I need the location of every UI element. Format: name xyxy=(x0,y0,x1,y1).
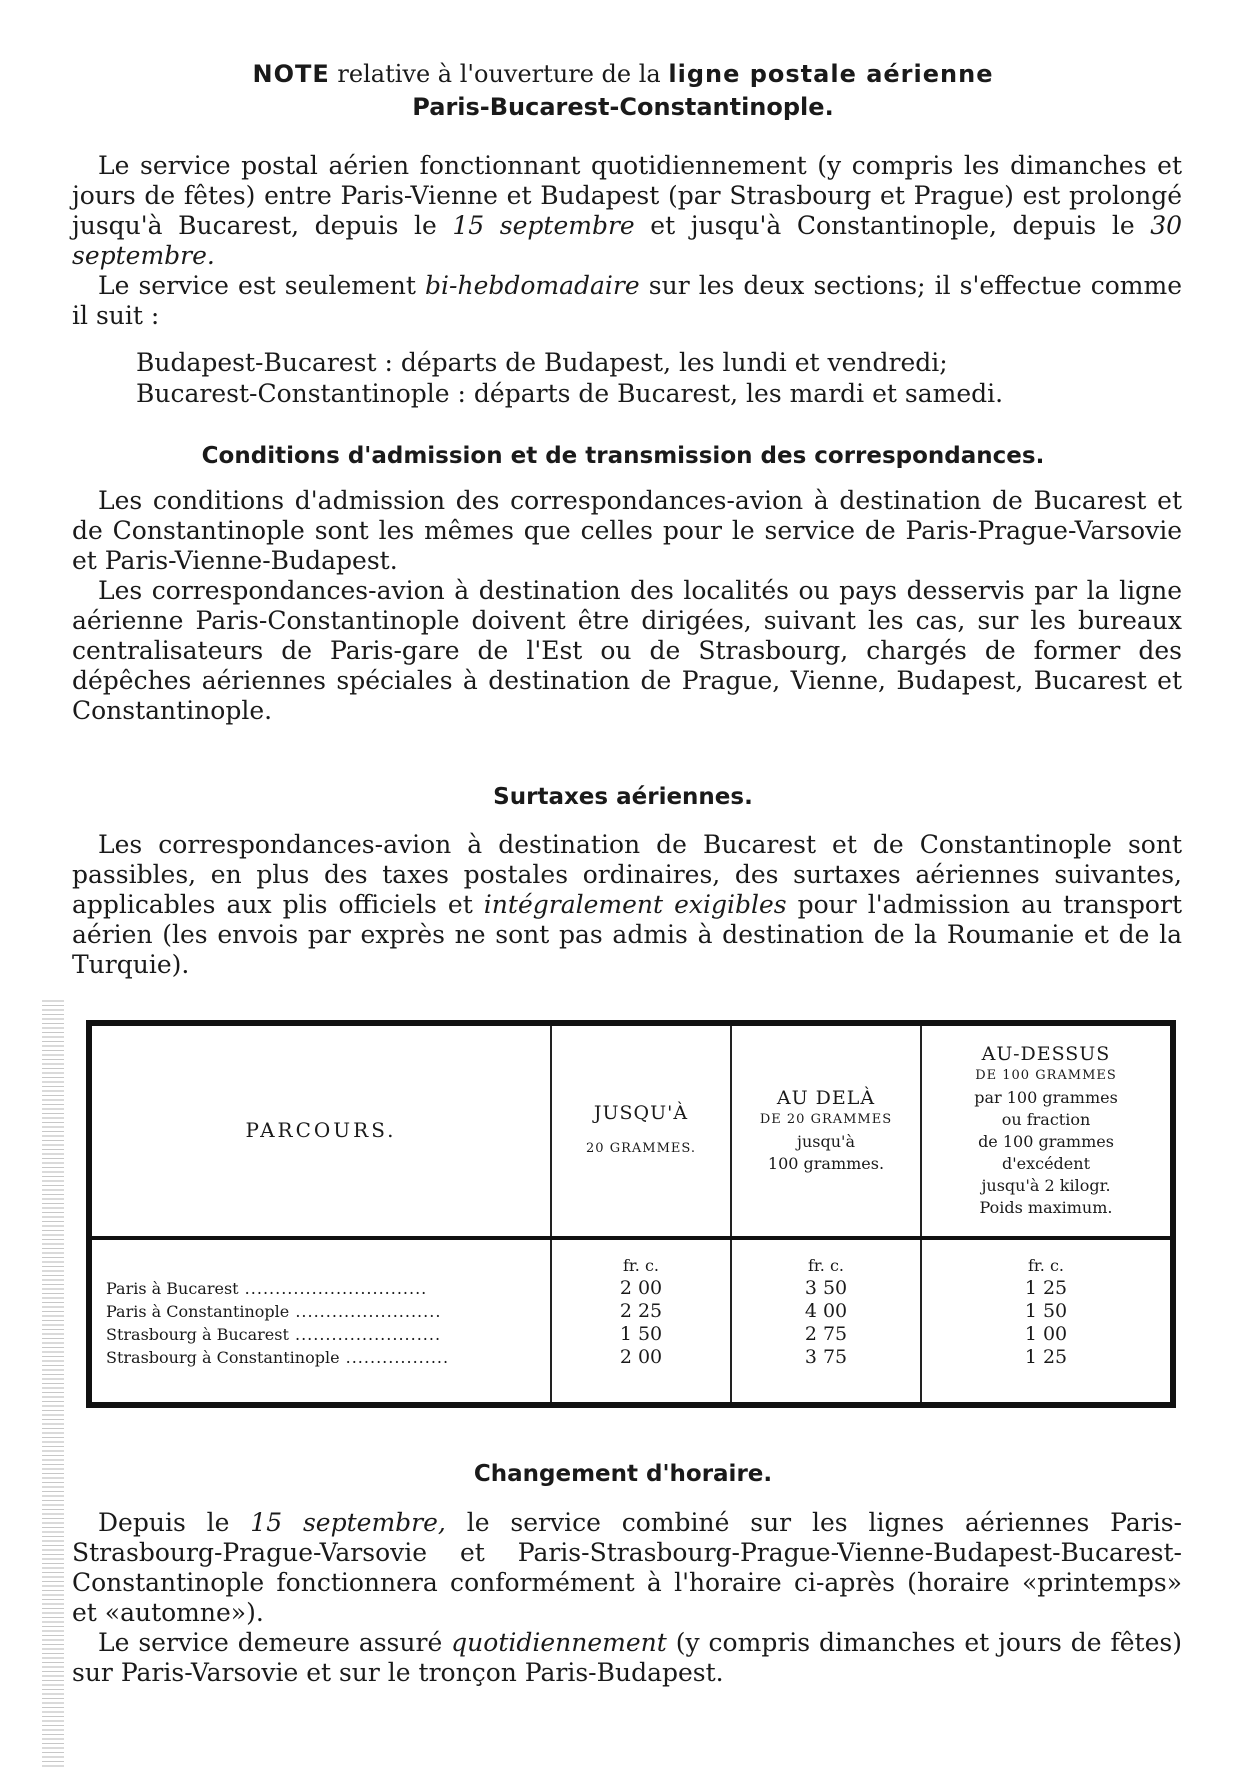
horaire-paragraph-1: Depuis le 15 septembre, le service combiné sur les lignes aériennes Paris-Strasbourg-Prague-Varsovie et Paris-Strasbourg-Prague-Vienne-Budapest-Bucarest-Constantinople fonctionnera conformément à l'horaire ci-après (horaire «printemps» et «automne»). xyxy=(72,1508,1182,1627)
route-name: Paris à Bucarest .............................. xyxy=(106,1279,428,1298)
conditions-heading: Conditions d'admission et de transmission des correspondances. xyxy=(201,443,1045,469)
conditions-paragraph-2: Les correspondances-avion à destination des localités ou pays desservis par la ligne aérienne Paris-Constantinople doivent être dirigées, suivant les cas, sur les bureaux centralisateurs de Paris-gare de l'Est ou de Strasbourg, chargés de former des dépêches aériennes spéciales à destination de Prague, Vienne, Budapest, Bucarest et Constantinople. xyxy=(72,576,1182,725)
routes-cell xyxy=(92,1238,551,1402)
values-jusqu-a-20g: fr. c. 2 00 2 25 1 50 2 00 xyxy=(551,1238,731,1402)
conditions-section xyxy=(72,486,1182,726)
header-au-dela-20g: AU DELÀ DE 20 GRAMMES jusqu'à 100 grammes. xyxy=(731,1026,921,1238)
note-title-bold: ligne postale aérienne xyxy=(668,60,994,88)
horaire-section xyxy=(72,1508,1182,1688)
note-title-line1 xyxy=(0,60,1246,88)
intro-paragraph-1: Le service postal aérien fonctionnant quotidiennement (y compris les dimanches et jours de fêtes) entre Paris-Vienne et Budapest (par Strasbourg et Prague) est prolongé jusqu'à Bucarest, depuis le 15 septembre et jusqu'à Constantinople, depuis le 30 septembre. xyxy=(72,151,1183,270)
schedule-list xyxy=(136,347,1003,409)
date-15-septembre: 15 septembre xyxy=(452,211,635,240)
header-au-dessus-100g: AU-DESSUS DE 100 GRAMMES par 100 grammes ou fraction de 100 grammes d'excédent jusqu'à 2 kilogr. Poids maximum. xyxy=(921,1026,1170,1238)
surtaxes-table xyxy=(86,1020,1176,1408)
table-header-row xyxy=(92,1026,1170,1238)
surtaxes-paragraph: Les correspondances-avion à destination de Bucarest et de Constantinople sont passibles, en plus des taxes postales ordinaires, des surtaxes aériennes suivantes, applicables aux plis officiels et intégralement exigibles pour l'admission au transport aérien (les envois par exprès ne sont pas admis à destination de la Roumanie et de la Turquie). xyxy=(72,830,1182,979)
conditions-paragraph-1: Les conditions d'admission des correspondances-avion à destination de Bucarest et de Constantinople sont les mêmes que celles pour le service de Paris-Prague-Varsovie et Paris-Vienne-Budapest. xyxy=(72,486,1182,575)
surtaxes-heading: Surtaxes aériennes. xyxy=(493,784,753,810)
scan-edge-artifact xyxy=(42,1000,64,1770)
surtaxes-section xyxy=(72,830,1182,980)
values-au-dessus-100g: fr. c. 1 25 1 50 1 00 1 25 xyxy=(921,1238,1170,1402)
header-parcours: PARCOURS. xyxy=(245,1118,397,1142)
note-title-line2: Paris-Bucarest-Constantinople. xyxy=(412,93,834,121)
values-au-dela-20g: fr. c. 3 50 4 00 2 75 3 75 xyxy=(731,1238,921,1402)
intro-section xyxy=(72,151,1182,331)
horaire-paragraph-2: Le service demeure assuré quotidiennement (y compris dimanches et jours de fêtes) sur Paris-Varsovie et sur le tronçon Paris-Budapest. xyxy=(72,1628,1182,1687)
route-name: Strasbourg à Constantinople ................. xyxy=(106,1348,450,1367)
note-word: NOTE xyxy=(252,60,330,88)
table-body-row xyxy=(92,1238,1170,1402)
schedule-item: Budapest-Bucarest : départs de Budapest, les lundi et vendredi; xyxy=(136,348,948,377)
horaire-heading: Changement d'horaire. xyxy=(473,1461,773,1487)
header-jusqu-a-20g: JUSQU'À 20 GRAMMES. xyxy=(551,1026,731,1238)
note-title-text: relative à l'ouverture de la xyxy=(337,60,661,88)
schedule-item: Bucarest-Constantinople : départs de Bucarest, les mardi et samedi. xyxy=(136,379,1004,408)
intro-paragraph-2: Le service est seulement bi-hebdomadaire sur les deux sections; il s'effectue comme il suit : xyxy=(72,271,1182,330)
route-name: Strasbourg à Bucarest ........................ xyxy=(106,1325,442,1344)
date-30-septembre: 30 septembre. xyxy=(72,211,1183,270)
route-name: Paris à Constantinople ........................ xyxy=(106,1302,442,1321)
